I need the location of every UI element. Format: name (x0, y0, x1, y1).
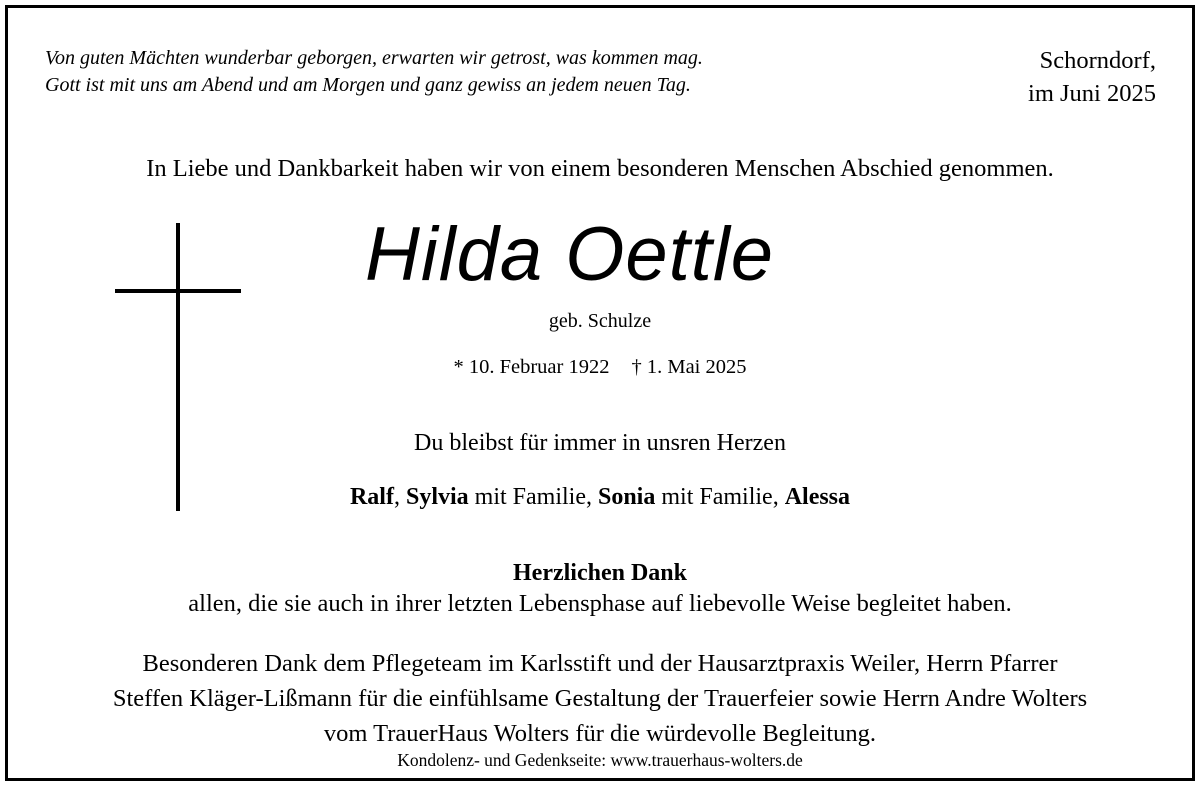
farewell-text: Du bleibst für immer in unsren Herzen (414, 430, 786, 456)
deceased-name: Hilda Oettle (365, 212, 775, 297)
place-text: Schorndorf, (1039, 47, 1156, 74)
cross-icon-bar (115, 289, 241, 293)
life-dates (0, 356, 1200, 379)
death-date: † 1. Mai 2025 (631, 356, 747, 378)
separator: , (393, 484, 406, 510)
place-date (1028, 44, 1156, 110)
motto-line-1: Von guten Mächten wunderbar geborgen, erwarten wir getrost, was kommen mag. (45, 47, 703, 69)
motto-verse (45, 45, 703, 99)
birth-date: * 10. Februar 1922 (453, 356, 610, 378)
family-suffix: mit Familie, (468, 484, 598, 510)
mourner-name: Sonia (597, 484, 656, 510)
thanks-heading: Herzlichen Dank (513, 560, 687, 586)
condolence-footer: Kondolenz- und Gedenkseite: www.trauerhaus-wolters.de (397, 750, 803, 770)
mourner-name: Ralf (349, 484, 394, 510)
mourner-name: Sylvia (405, 484, 469, 510)
date-text: im Juni 2025 (1028, 80, 1156, 107)
mourners-line (0, 484, 1200, 511)
mourner-name: Alessa (784, 484, 851, 510)
family-suffix: mit Familie, (655, 484, 785, 510)
thanks-text: allen, die sie auch in ihrer letzten Lebensphase auf liebevolle Weise begleitet haben. (188, 590, 1012, 617)
motto-line-2: Gott ist mit uns am Abend und am Morgen und ganz gewiss an jedem neuen Tag. (45, 74, 691, 96)
birth-name: geb. Schulze (548, 310, 652, 332)
special-thanks (0, 646, 1200, 751)
special-thanks-line-1: Besonderen Dank dem Pflegeteam im Karlsstift und der Hausarztpraxis Weiler, Herrn Pfarrer (142, 650, 1058, 677)
special-thanks-line-2: Steffen Kläger-Lißmann für die einfühlsame Gestaltung der Trauerfeier sowie Herrn Andre Wolters (112, 685, 1088, 712)
special-thanks-line-3: vom TrauerHaus Wolters für die würdevolle Begleitung. (323, 720, 877, 747)
intro-text: In Liebe und Dankbarkeit haben wir von einem besonderen Menschen Abschied genommen. (146, 155, 1054, 182)
